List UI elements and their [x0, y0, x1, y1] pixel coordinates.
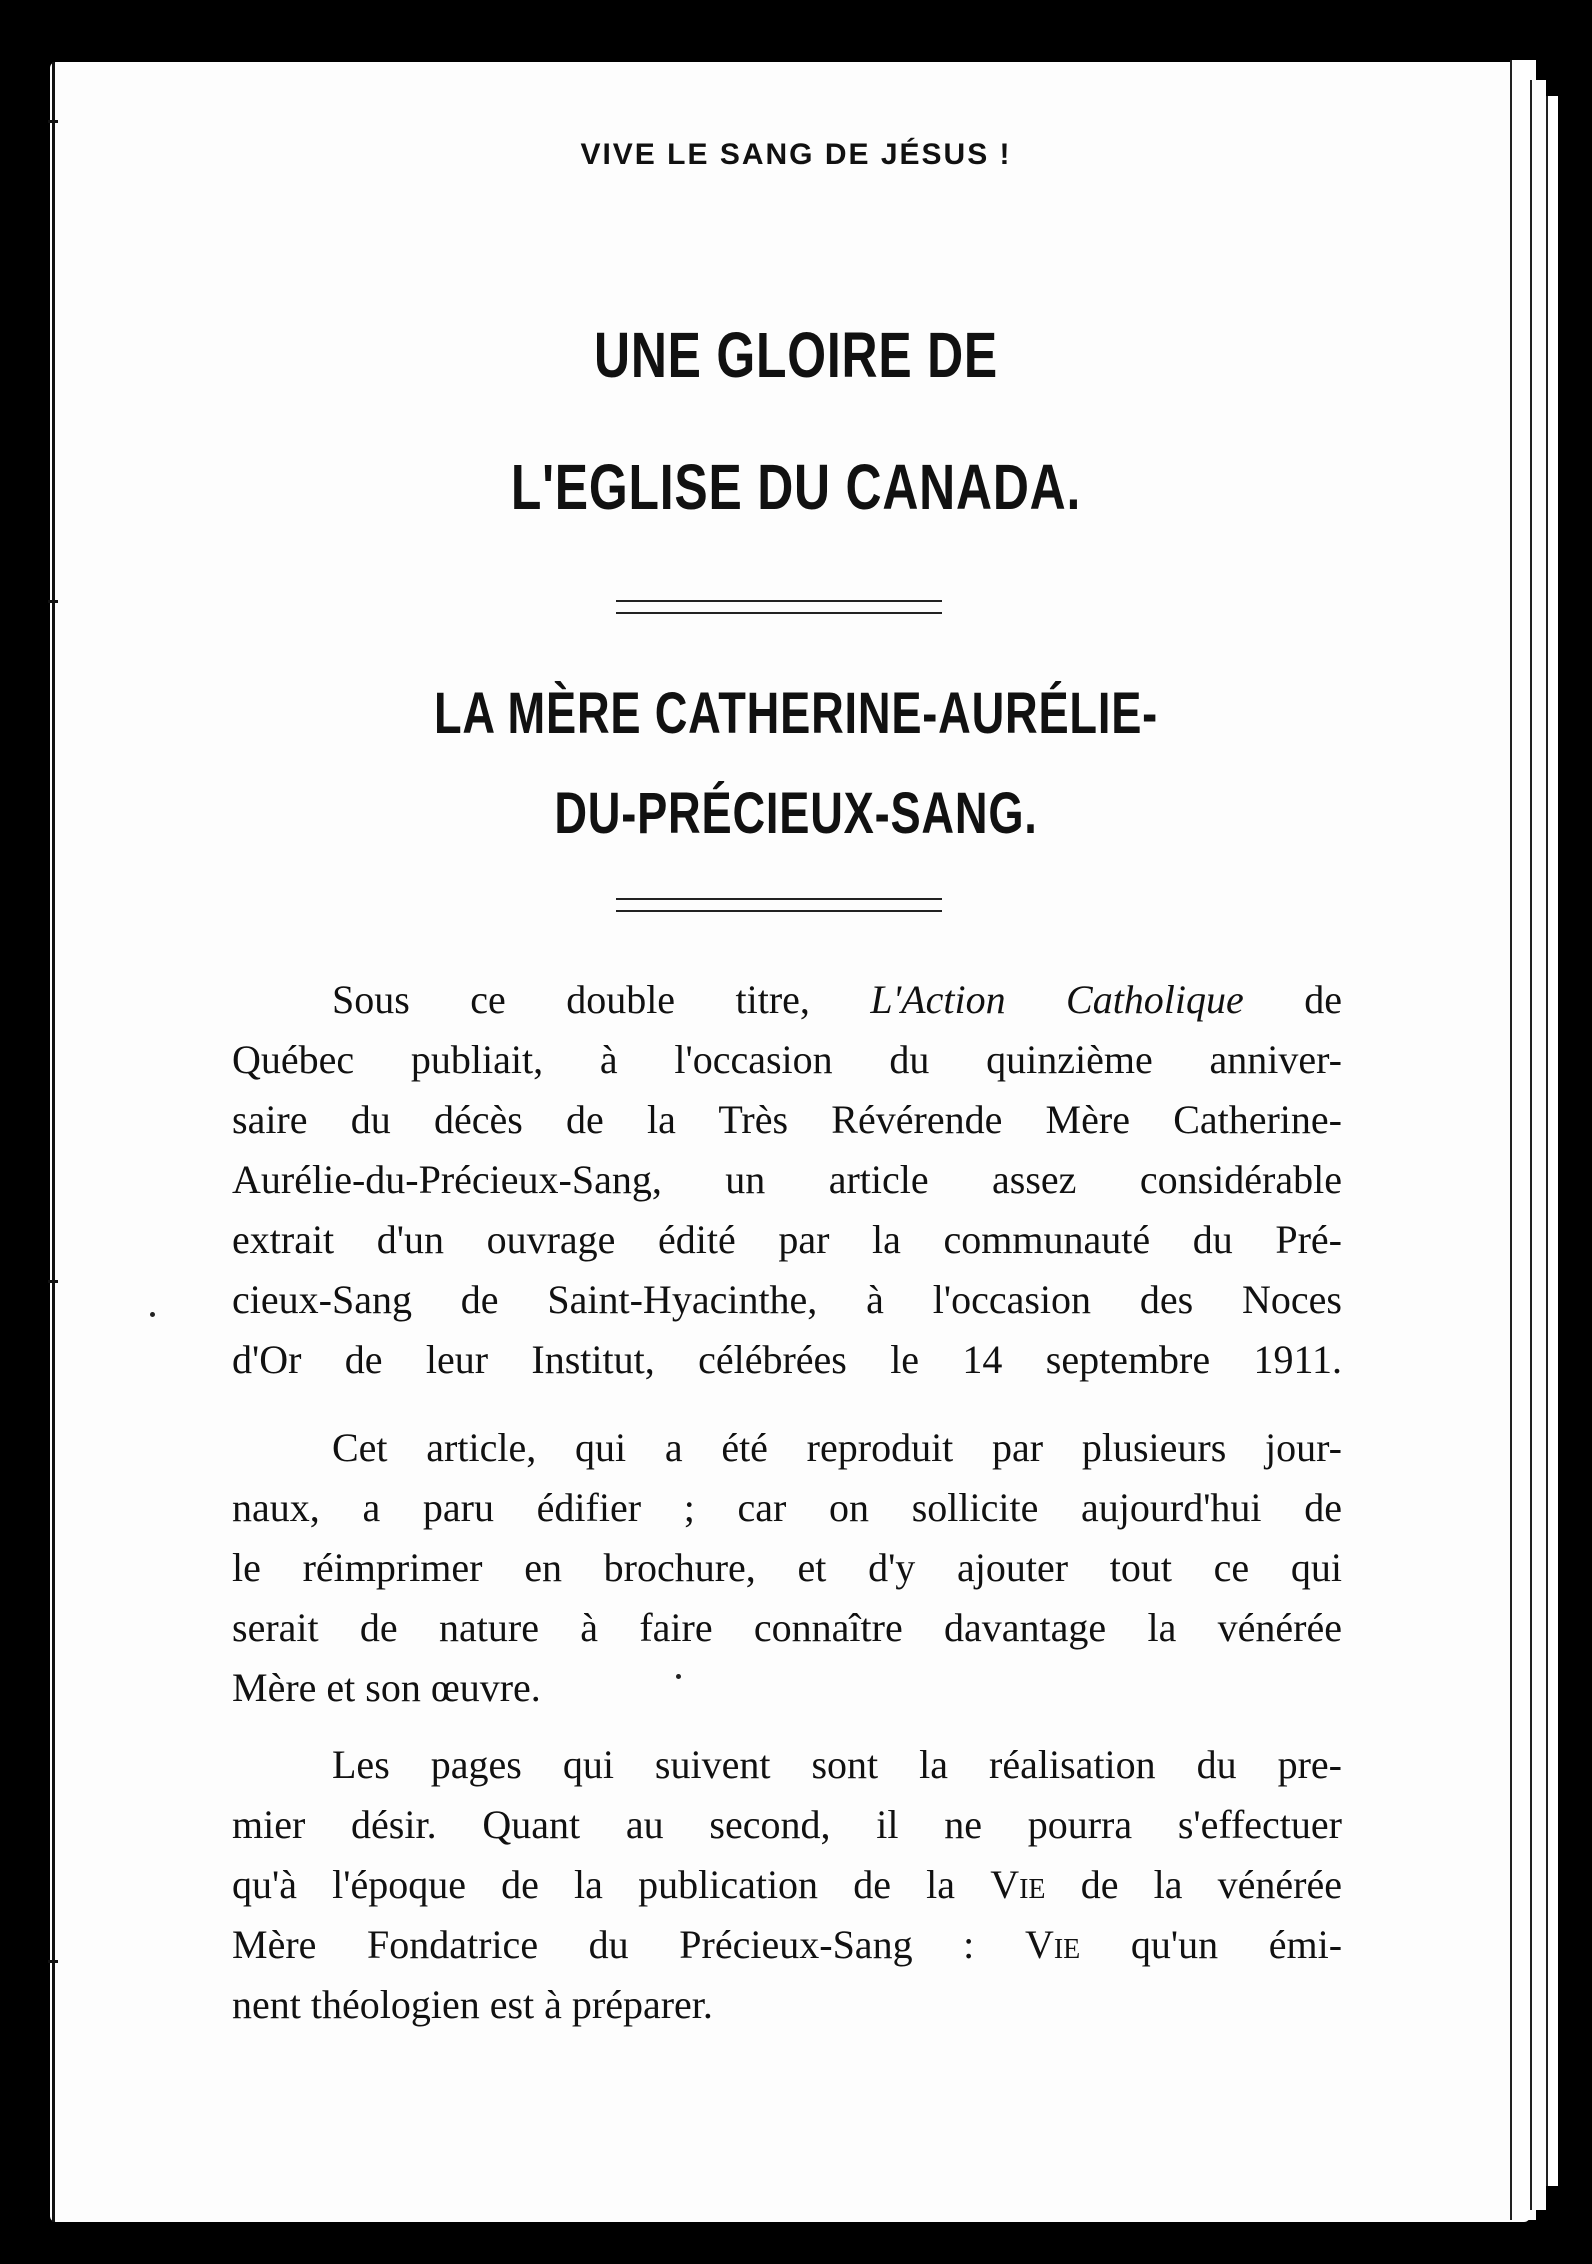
text-line: nent théologien est à préparer.	[232, 1982, 713, 2027]
binding-notch	[48, 1960, 58, 1963]
text-line: serait de nature à faire connaître davantage la vénérée	[232, 1605, 1342, 1650]
paragraph-1	[232, 970, 1342, 1390]
speck	[150, 1312, 155, 1317]
title-line-1: UNE GLOIRE DE	[594, 319, 998, 391]
speck	[676, 1674, 681, 1679]
text-line: Mère Fondatrice du Précieux-Sang : Vie qu'un émi-	[232, 1922, 1343, 1967]
text-line: qu'à l'époque de la publication de la Vie de la vénérée	[232, 1862, 1342, 1907]
page-edge	[1546, 96, 1558, 2186]
text-line: d'Or de leur Institut, célébrées le 14 septembre 1911.	[232, 1337, 1342, 1382]
text-line: Cet article, qui a été reproduit par plusieurs jour-	[332, 1425, 1342, 1470]
double-rule	[616, 600, 942, 614]
text-line: cieux-Sang de Saint-Hyacinthe, à l'occasion des Noces	[232, 1277, 1342, 1322]
page-edge	[1530, 80, 1546, 2210]
binding-notch	[48, 600, 58, 603]
text-line: le réimprimer en brochure, et d'y ajouter tout ce qui	[232, 1545, 1342, 1590]
text-line: Québec publiait, à l'occasion du quinzième anniver-	[232, 1037, 1342, 1082]
binding-line	[52, 62, 55, 2222]
subtitle-line-1: LA MÈRE CATHERINE-AURÉLIE-	[433, 681, 1158, 746]
text-line: extrait d'un ouvrage édité par la communauté du Pré-	[232, 1217, 1342, 1262]
title-line-2: L'EGLISE DU CANADA.	[510, 451, 1082, 523]
text-line: naux, a paru édifier ; car on sollicite aujourd'hui de	[232, 1485, 1342, 1530]
text-line: Les pages qui suivent sont la réalisation du pre-	[332, 1742, 1342, 1787]
text-line: mier désir. Quant au second, il ne pourra s'effectuer	[232, 1802, 1342, 1847]
page-header: VIVE LE SANG DE JÉSUS !	[580, 138, 1012, 171]
paragraph-3	[232, 1735, 1342, 2035]
text-line: saire du décès de la Très Révérende Mère Catherine-	[232, 1097, 1342, 1142]
text-line: Mère et son œuvre.	[232, 1665, 541, 1710]
paragraph-2	[232, 1418, 1342, 1718]
double-rule	[616, 898, 942, 912]
binding-notch	[48, 120, 58, 123]
binding-notch	[48, 1280, 58, 1283]
text-line: Sous ce double titre, L'Action Catholique de	[332, 977, 1342, 1022]
text-line: Aurélie-du-Précieux-Sang, un article assez considérable	[232, 1157, 1342, 1202]
subtitle-line-2: DU-PRÉCIEUX-SANG.	[554, 781, 1038, 846]
